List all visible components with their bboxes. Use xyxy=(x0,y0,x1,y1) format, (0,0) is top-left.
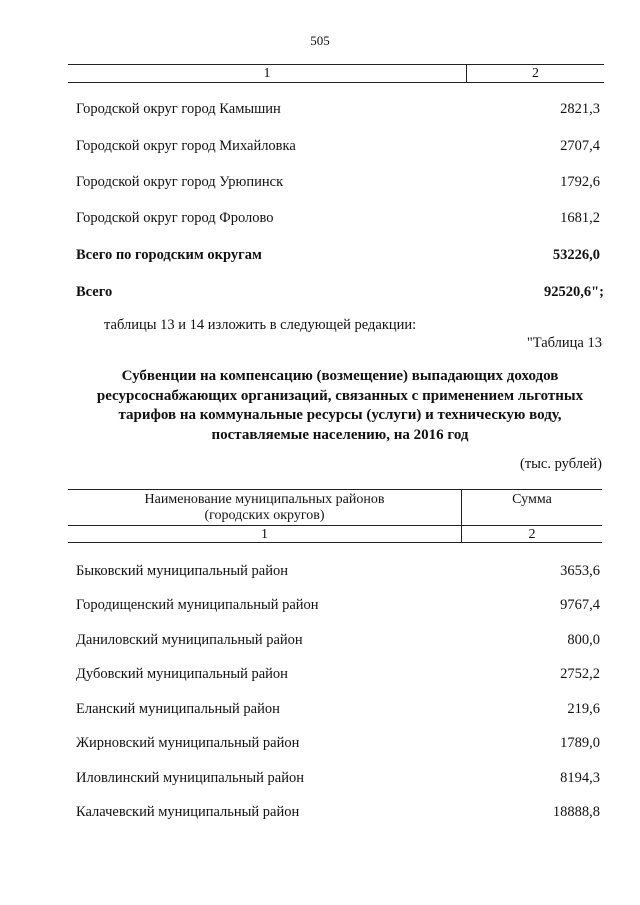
prev-table-top-rule xyxy=(68,64,604,65)
table13-row-value: 8194,3 xyxy=(560,770,600,786)
prev-table-total-label: Всего xyxy=(76,284,113,300)
table13-row-value: 1789,0 xyxy=(560,735,600,751)
prev-table-col1-number: 1 xyxy=(263,66,271,81)
prev-table-total-value: 92520,6"; xyxy=(543,284,604,300)
prev-table-row-value: 1792,6 xyxy=(560,174,600,190)
table13-header-mid-rule xyxy=(68,525,602,526)
prev-table-col2-number: 2 xyxy=(532,66,539,81)
table-title-line: поставляемые населению, на 2016 год xyxy=(211,426,469,443)
prev-table-row-label: Городской округ город Фролово xyxy=(76,210,274,226)
table13-row-label: Дубовский муниципальный район xyxy=(76,666,288,682)
table-title-line: Субвенции на компенсацию (возмещение) выпадающих доходов xyxy=(121,368,559,384)
table13-header-name-line1: Наименование муниципальных районов xyxy=(144,492,385,507)
table13-row-label: Даниловский муниципальный район xyxy=(76,632,303,648)
prev-table-subtotal-value: 53226,0 xyxy=(552,247,600,263)
table13-row-value: 219,6 xyxy=(567,701,600,717)
table13-row-label: Быковский муниципальный район xyxy=(76,563,288,579)
amendment-paragraph: таблицы 13 и 14 изложить в следующей редакции: xyxy=(104,317,417,333)
prev-table-row-label: Городской округ город Урюпинск xyxy=(76,174,284,190)
table13-row-value: 9767,4 xyxy=(560,597,600,613)
table13-row-value: 800,0 xyxy=(567,632,600,648)
prev-table-header-rule xyxy=(68,82,604,83)
table13-col1-number: 1 xyxy=(261,527,268,542)
units-label: (тыс. рублей) xyxy=(520,456,602,472)
table-title-line: ресурсоснабжающих организаций, связанных с применением льготных xyxy=(96,387,584,404)
table13-header-name-line2: (городских округов) xyxy=(204,508,325,523)
prev-table-row-value: 1681,2 xyxy=(560,210,600,226)
table13-row-value: 18888,8 xyxy=(552,804,600,820)
prev-table-row-value: 2707,4 xyxy=(560,138,600,154)
table13-row-label: Городищенский муниципальный район xyxy=(76,597,319,613)
table-title xyxy=(60,367,620,445)
prev-table-subtotal-label: Всего по городским округам xyxy=(76,247,262,263)
table-title-line: тарифов на коммунальные ресурсы (услуги) и техническую воду, xyxy=(118,407,562,423)
prev-table-row-value: 2821,3 xyxy=(560,101,600,117)
table13-row-label: Жирновский муниципальный район xyxy=(76,735,300,751)
table-label: "Таблица 13 xyxy=(526,335,602,351)
prev-table-row-label: Городской округ город Михайловка xyxy=(76,138,296,154)
table13-row-label: Еланский муниципальный район xyxy=(76,701,280,717)
table13-row-label: Калачевский муниципальный район xyxy=(76,804,300,820)
table13-row-value: 3653,6 xyxy=(560,563,600,579)
table13-top-rule xyxy=(68,489,602,490)
table13-col2-number: 2 xyxy=(528,527,536,542)
table13-row-value: 2752,2 xyxy=(560,666,600,682)
table13-header-sum: Сумма xyxy=(512,492,552,507)
table13-row-label: Иловлинский муниципальный район xyxy=(76,770,304,786)
prev-table-row-label: Городской округ город Камышин xyxy=(76,101,281,117)
page-number: 505 xyxy=(310,33,330,48)
